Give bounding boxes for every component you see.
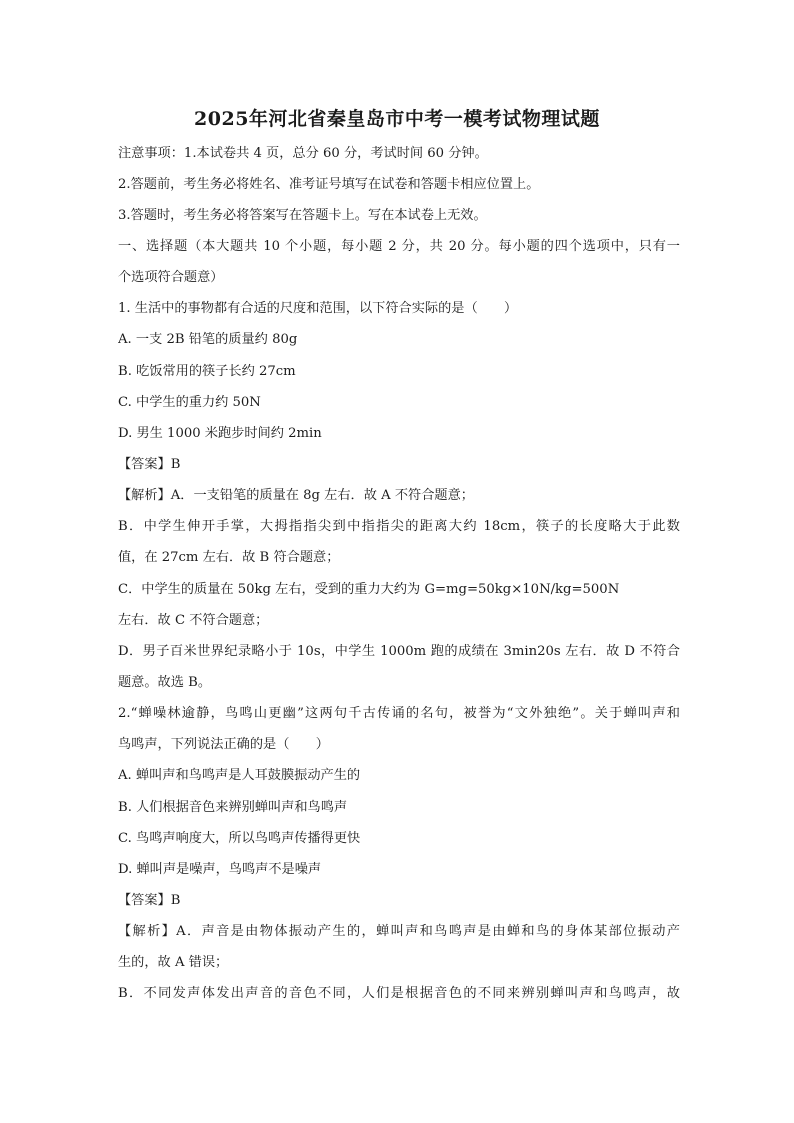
- question-1-analysis-line-5: 左右．故 C 不符合题意；: [118, 613, 269, 628]
- question-2-stem-line-1: 2.“蝉噪林逾静，鸟鸣山更幽”这两句千古传诵的名句，被誉为“文外独绝”。关于蝉叫声和: [118, 706, 680, 721]
- question-2-option-a: A. 蝉叫声和鸟鸣声是人耳鼓膜振动产生的: [118, 768, 361, 783]
- question-2-analysis-line-2: 生的，故 A 错误；: [118, 955, 229, 970]
- notice-line-3: 3.答题时，考生务必将答案写在答题卡上。写在本试卷上无效。: [118, 208, 487, 223]
- question-1-option-b: B. 吃饭常用的筷子长约 27cm: [118, 364, 296, 379]
- notice-line-2: 2.答题前，考生务必将姓名、准考证号填写在试卷和答题卡相应位置上。: [118, 177, 540, 192]
- question-1-option-c: C. 中学生的重力约 50N: [118, 395, 261, 410]
- notice-line-1: 注意事项：1.本试卷共 4 页，总分 60 分，考试时间 60 分钟。: [118, 146, 488, 161]
- question-1-option-d: D. 男生 1000 米跑步时间约 2min: [118, 426, 322, 441]
- question-2-option-c: C. 鸟鸣声响度大，所以鸟鸣声传播得更快: [118, 831, 361, 846]
- question-2-analysis-line-1: 【解析】A．声音是由物体振动产生的，蝉叫声和鸟鸣声是由蝉和鸟的身体某部位振动产: [118, 924, 680, 939]
- document-title: 2025年河北省秦皇岛市中考一模考试物理试题: [194, 108, 600, 130]
- question-2-stem-line-2: 鸟鸣声，下列说法正确的是（ ）: [118, 737, 329, 752]
- question-1-analysis-line-7: 题意。故选 B。: [118, 675, 212, 690]
- question-1-analysis-line-6: D．男子百米世界纪录略小于 10s，中学生 1000m 跑的成绩在 3min20s 左右．故 D 不符合: [118, 644, 680, 659]
- section-heading-line-2: 个选项符合题意）: [118, 270, 224, 285]
- question-2-analysis-line-3: B．不同发声体发出声音的音色不同，人们是根据音色的不同来辨别蝉叫声和鸟鸣声，故: [118, 986, 680, 1001]
- question-1-analysis-line-4: C．中学生的质量在 50kg 左右，受到的重力大约为 G=mg=50kg×10N/kg=500N: [118, 582, 620, 597]
- question-2-answer: 【答案】B: [118, 893, 181, 908]
- question-1-stem: 1. 生活中的事物都有合适的尺度和范围，以下符合实际的是（ ）: [118, 301, 518, 316]
- question-1-analysis-line-2: B．中学生伸开手掌，大拇指指尖到中指指尖的距离大约 18cm，筷子的长度略大于此数: [118, 519, 680, 534]
- question-2-option-b: B. 人们根据音色来辨别蝉叫声和鸟鸣声: [118, 800, 348, 815]
- section-heading-line-1: 一、选择题（本大题共 10 个小题，每小题 2 分，共 20 分。每小题的四个选项中，只有一: [118, 239, 680, 254]
- question-1-analysis-line-3: 值，在 27cm 左右．故 B 符合题意；: [118, 550, 340, 565]
- question-1-answer: 【答案】B: [118, 457, 181, 472]
- question-1-analysis-line-1: 【解析】A．一支铅笔的质量在 8g 左右．故 A 不符合题意；: [118, 488, 474, 503]
- question-1-option-a: A. 一支 2B 铅笔的质量约 80g: [118, 332, 298, 347]
- question-2-option-d: D. 蝉叫声是噪声，鸟鸣声不是噪声: [118, 862, 322, 877]
